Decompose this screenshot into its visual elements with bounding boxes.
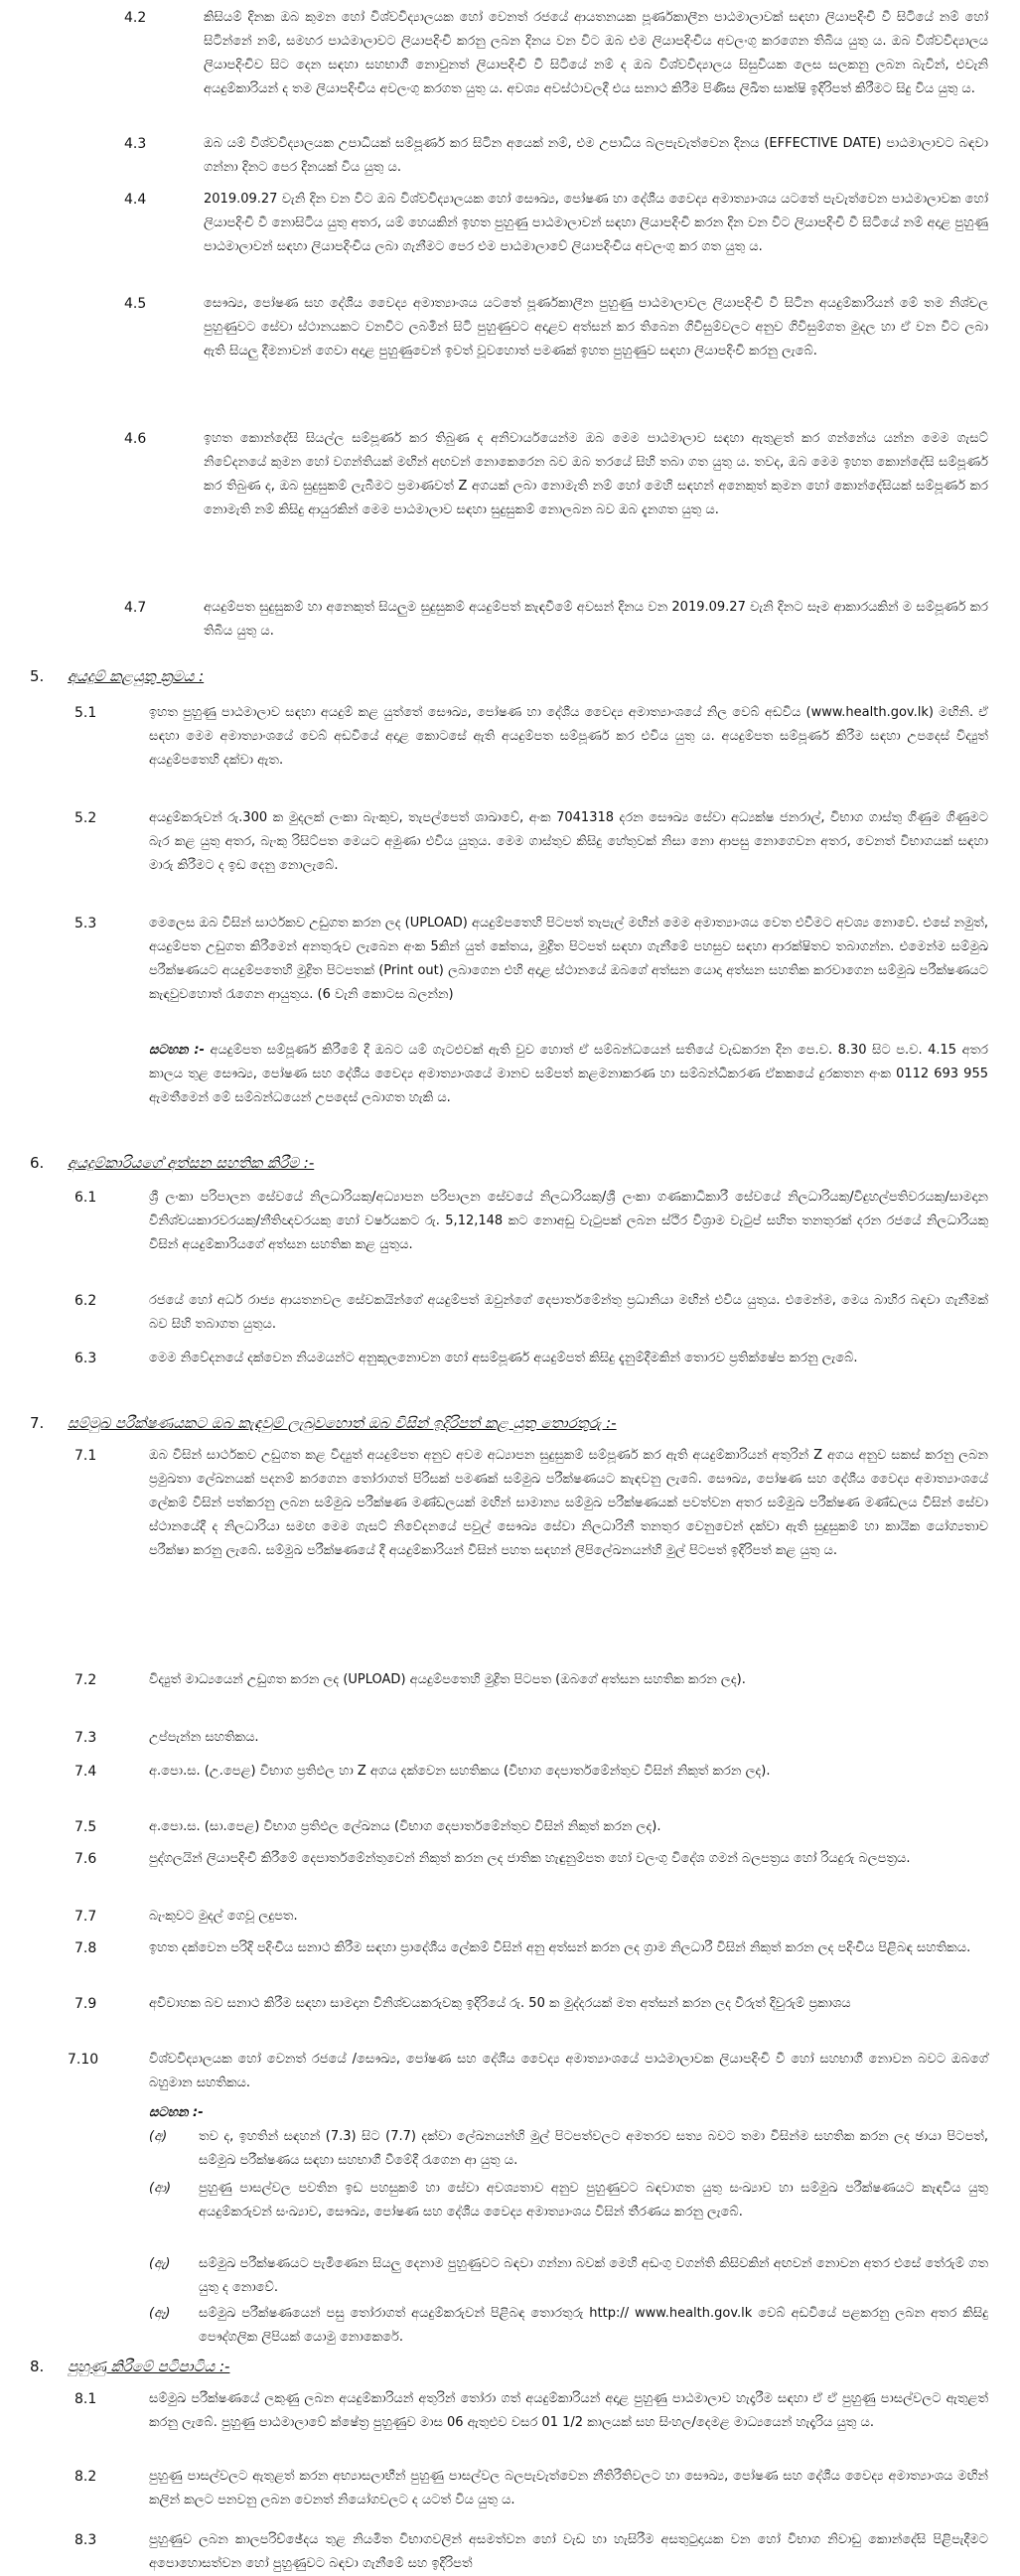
clause-text: මෙම නිවේදනයේ දක්වෙන නියමයන්ට අනුකූලනොවන හෝ අසම්පූර්ණ අයදුම්පත් කිසිදු දැනුම්දීමකින් තොරව ප්‍රතික්ෂේප කරනු ලැබේ.	[149, 1351, 858, 1365]
note-item-text: තව ද, ඉහතින් සඳහන් (7.3) සිට (7.7) දක්වා ලේඛනයන්හි මුල් පිටපත්වලට අමතරව සත්‍ය බවට තමා විසින්ම සහතික කරන ලද ඡායා පිටපත්, සම්මුඛ පරීක්ෂණය සඳහා සහභාගී වීමේදී රැගෙන ආ යුතු ය.	[199, 2129, 988, 2168]
clause-number: 5.1	[74, 705, 97, 721]
clause-7-8	[0, 1936, 1020, 1984]
note-7-item-a	[0, 2125, 1020, 2173]
clause-number: 8.2	[74, 2469, 97, 2485]
note-item-text: පුහුණු පාසල්වල පවතින ඉඩ පහසුකම් හා සේවා අවශ්‍යතාව අනුව පුහුණුවට බඳවාගත යුතු සංඛ්‍යාව හා සම්මුඛ පරීක්ෂණයට කැඳවිය යුතු අයදුම්කරුවන් සංඛ්‍යාව, සෞඛ්‍ය, පෝෂණ සහ දේශීය වෛද්‍ය අමාත්‍යාංශය විසින් තීරණය කරනු ලැබේ.	[199, 2181, 988, 2219]
clause-text: රජයේ හෝ අර්ධ රාජ්‍ය ආයතනවල සේවකයින්ගේ අයදුම්පත් ඔවුන්ගේ දෙපාර්තමේන්තු ප්‍රධානියා මඟින් එවිය යුතුය. එමෙන්ම, මෙය බාහිර බඳවා ගැනීමක් බව සිහි තබාගත යුතුය.	[149, 1293, 988, 1332]
note-item-letter: (ආ)	[149, 2181, 172, 2196]
clause-number: 8.3	[74, 2532, 97, 2548]
clause-8-1	[0, 2387, 1020, 2459]
clause-4-3	[0, 132, 1020, 180]
note-item-text: සම්මුඛ පරීක්ෂණයට පැමිණෙන සියලු දෙනාම පුහුණුවට බඳවා ගන්නා බවක් මෙහි අඩංගු වගන්ති කිසිවකින් අඟවන් නොවන අතර එසේ තේරුම් ගත යුතු ද නොවේ.	[199, 2256, 988, 2295]
note-7-item-c	[0, 2252, 1020, 2300]
clause-number: 7.10	[68, 2052, 99, 2068]
note-5	[0, 1039, 1020, 1136]
note-7-item-b	[0, 2177, 1020, 2248]
clause-text: අයදුම්පත සුදුසුකම් හා අනෙකුත් සියලුම සුදුසුකම් අයදුම්පත් කැඳවීමේ අවසන් දිනය වන 2019.09.27 වැනි දිනට සෑම ආකාරයකින් ම සම්පූර්ණ කර තිබිය යුතු ය.	[204, 600, 988, 639]
clause-number: 4.3	[124, 136, 147, 152]
note-block	[149, 1039, 988, 1136]
clause-6-1	[0, 1186, 1020, 1283]
clause-number: 5.3	[74, 916, 97, 931]
clause-text: පුද්ගලයින් ලියාපදිංචි කිරීමේ දෙපාර්තමේන්තුවෙන් නිකුත් කරන ලද ජාතික හැඳුනුම්පත හෝ වලංගු විදේශ ගමන් බලපත්‍රය හෝ රියදුරු බලපත්‍රය.	[149, 1851, 911, 1866]
clause-text: 2019.09.27 වැනි දින වන විට ඔබ විශ්වවිද්‍යාලයක හෝ සෞඛ්‍ය, පෝෂණ හා දේශීය වෛද්‍ය අමාත්‍යාංශය යටතේ පැවැත්වෙන පාඨමාලාවක හෝ ලියාපදිංචි වී නොසිටිය යුතු අතර, යම් හෙයකින් ඉහත පුහුණු පාඨමාලාවන් සඳහා ලියාපදිංචි කරන දින වන විට ලියාපදිංචි වී සිටියේ නම් අදාළ පුහුණු පාඨමාලාවන් සඳහා ලියාපදිංචිය ලබා ගැනීමට පෙර එම පාඨමාලාවේ ලියාපදිංචිය අවලංගු කර ගත යුතු ය.	[204, 192, 988, 254]
section-number: 5.	[30, 667, 45, 685]
clause-text: අයදුම්කරුවන් රු.300 ක මුදලක් ලංකා බැංකුව, තැපල්පෙත් ශාඛාවේ, අංක 7041318 දරන සෞඛ්‍ය සේවා අධ්‍යක්ෂ ජනරාල්, විභාග ගාස්තු ගිණුම ගිණුමට බැර කළ යුතු අතර, බැංකු රිසිට්පත මෙයට අමුණා එවිය යුතුය. මෙම ගාස්තුව කිසිදු හේතුවක් නිසා නො ආපසු නොගෙවන අතර, වෙනත් විභාගයක් සඳහා මාරු කිරීමට ද ඉඩ දෙනු නොලැබේ.	[149, 810, 988, 873]
section-number: 7.	[30, 1414, 45, 1432]
clause-7-1	[0, 1444, 1020, 1658]
clause-number: 7.1	[74, 1448, 97, 1464]
clause-6-3	[0, 1347, 1020, 1394]
clause-text: උප්පැන්න සහතිකය.	[149, 1730, 259, 1745]
clause-number: 4.2	[124, 10, 147, 26]
section-title: අයදුම්කාරියගේ අත්සන සහතික කිරීම :-	[68, 1154, 315, 1172]
clause-7-3	[0, 1726, 1020, 1750]
clause-number: 5.2	[74, 810, 97, 826]
clause-8-2	[0, 2465, 1020, 2536]
clause-7-4	[0, 1760, 1020, 1807]
clause-number: 7.5	[74, 1819, 97, 1835]
section-5-heading	[0, 663, 1020, 689]
clause-number: 6.2	[74, 1293, 97, 1309]
section-title: පුහුණු කිරීමේ පටිපාටිය :-	[68, 2358, 230, 2375]
clause-5-2	[0, 806, 1020, 904]
clause-number: 4.5	[124, 296, 147, 312]
clause-text: මෙලෙස ඔබ විසින් සාර්ථකව උඩුගත කරන ලද (UPLOAD) අයදුම්පතෙහි පිටපත් තැපැල් මඟින් මෙම අමාත්‍යාංශය වෙත එවීමට අවශ්‍ය නොවේ. එසේ නමුත්, අයදුම්පත උඩුගත කිරීමෙන් අනතුරුව ලැබෙන අංක 5කින් යුත් කේතය, මුද්‍රිත පිටපත් සඳහා ගැනීමේ පහසුව සඳහා ආරක්ෂිතව තබාගන්න. එමෙන්ම සම්මුඛ පරීක්ෂණයට අයදුම්පතෙහි මුද්‍රිත පිටපතක් (Print out) ලබාගෙන එහි අදාළ ස්ථානයේ ඔබගේ අත්සන යොදා අත්සන සහතික කරවාගෙන සම්මුඛ පරීක්ෂණයට කැඳවුවහොත් රැගෙන ආයුතුය. (6 වැනි කොටස බලන්න)	[149, 916, 988, 1002]
clause-text: බැංකුවට මුදල් ගෙවූ ලදුපත.	[149, 1909, 298, 1924]
clause-text: ඔබ විසින් සාර්ථකව උඩුගත කළ විද්‍යුත් අයදුම්පත අනුව අවම අධ්‍යාපන සුදුසුකම් සම්පූර්ණ කර ඇති අයදුම්කාරියන් අතුරින් Z අගය අනුව සකස් කරනු ලබන ප්‍රමුඛතා ලේඛනයක් පදනම් කරගෙන තෝරාගත් පිරිසක් පමණක් සම්මුඛ පරීක්ෂණයට කැඳවනු ලැබේ. සෞඛ්‍ය, පෝෂණ සහ දේශීය වෛද්‍ය අමාත්‍යාංශයේ ලේකම් විසින් පත්කරනු ලබන සම්මුඛ පරීක්ෂණ මණ්ඩලයක් මඟින් සාමාන්‍ය සම්මුඛ පරීක්ෂණයක් පවත්වන අතර සම්මුඛ පරීක්ෂණ මණ්ඩලය විසින් සේවා ස්ථානයේදී ද නිලධාරියා සමඟ මෙම ගැසට් නිවේදනයේ පවුල් සෞඛ්‍ය සේවා නිලධාරිනී තනතුර වෙනුවෙන් දක්වා ඇති සුදුසුකම් හා කායික යෝග්‍යතාව පරීක්ෂා කරනු ලැබේ. සම්මුඛ පරීක්ෂණයේ දී අයදුම්කාරියන් විසින් පහත සඳහන් ලිපිලේඛනයන්හි මුල් පිටපත් ඉදිරිපත් කළ යුතු ය.	[149, 1448, 988, 1558]
section-8-heading	[0, 2354, 1020, 2379]
clause-number: 4.6	[124, 431, 147, 447]
note-label: සටහන :-	[149, 2105, 204, 2120]
clause-number: 7.3	[74, 1730, 97, 1746]
clause-number: 8.1	[74, 2391, 97, 2407]
clause-number: 7.8	[74, 1940, 97, 1956]
clause-4-2	[0, 6, 1020, 129]
clause-text: අ.පො.ස. (උ.පෙළ) විභාග ප්‍රතිඵල හා Z අගය දක්වෙන සහතිකය (විභාග දෙපාර්තමේන්තුව විසින් නිකුත් කරන ලද).	[149, 1764, 771, 1779]
note-label: සටහන :-	[149, 1043, 205, 1058]
section-number: 6.	[30, 1154, 45, 1172]
clause-text: අවිවාහක බව සනාථ කිරීම සඳහා සාමදාන විනිශ්චයකරුවකු ඉදිරියේ රු. 50 ක මුද්දරයක් මත අත්සන් කරන ලද වීරුත් දිවුරුම් ප්‍රකාශය	[149, 1996, 851, 2011]
clause-7-10	[0, 2048, 1020, 2095]
section-number: 8.	[30, 2358, 45, 2375]
section-title: සම්මුඛ පරීක්ෂණයකට ඔබ කැඳවුම් ලැබුවහොත් ඔබ විසින් ඉදිරිපත් කළ යුතු තොරතුරු :-	[68, 1414, 617, 1432]
note-7-item-d	[0, 2302, 1020, 2350]
clause-4-5	[0, 292, 1020, 415]
note-item-letter: (ඇ)	[149, 2256, 171, 2271]
clause-text: ඉහත කොන්දේසි සියල්ල සම්පූර්ණ කර තිබුණ ද අනිවාර්යයෙන්ම ඔබ මෙම පාඨමාලාව සඳහා ඇතුළත් කර ගන්නේය යන්න මෙම ගැසට් නිවේදනයේ කුමන හෝ වගන්තියක් මඟින් අඟවන් නොකෙරෙන බව ඔබ තරයේ සිහි තබා ගත යුතු ය. තවද, ඔබ මෙම ඉහත කොන්දේසි සම්පූර්ණ කර තිබුණ ද, ඔබ සුදුසුකම් ලැබීමට ප්‍රමාණවත් Z අගයක් ලබා නොමැති නම් හෝ මෙහි සඳහන් අනෙකුත් කුමන හෝ කොන්දේසියක් සම්පූර්ණ කර නොමැති නම් කිසිදු ආයුරකින් මෙම පාඨමාලාව සඳහා සුදුසුකම් නොලබන බව ඔබ දැනගත යුතු ය.	[204, 431, 988, 517]
clause-5-3	[0, 912, 1020, 1033]
clause-6-2	[0, 1289, 1020, 1337]
clause-number: 7.9	[74, 1996, 97, 2012]
note-item-text: සම්මුඛ පරීක්ෂණයෙන් පසු තෝරාගත් අයදුම්කරුවන් පිළිබඳ තොරතුරු http:// www.health.gov.lk වෙබ් අඩවියේ පළකරනු ලබන අතර කිසිදු පෞද්ගලික ලිපියක් යොමු නොකෙරේ.	[199, 2306, 988, 2345]
clause-text: විශ්වවිද්‍යාලයක හෝ වෙනත් රජයේ /සෞඛ්‍ය, පෝෂණ සහ දේශීය වෛද්‍ය අමාත්‍යාංශයේ පාඨමාලාවක ලියාපදිංචි වී හෝ සහභාගී නොවන බවට ඔබගේ බහුමාන සහතිකය.	[149, 2052, 988, 2090]
section-title: අයදුම් කළයුතු ක්‍රමය :	[68, 667, 205, 685]
clause-text: ශ්‍රී ලංකා පරිපාලන සේවයේ නිලධාරියකු/අධ්‍යාපන පරිපාලන සේවයේ නිලධාරියකු/ශ්‍රී ලංකා ගණකාධිකාරී සේවයේ නිලධාරියකු/විදුහල්පතිවරයකු/සාමදාන විනිශ්චයකාරවරයකු/නීතිඥවරයකු හෝ වර්ෂයකට රු. 5,12,148 කට නොඅඩු වැටුපක් ලබන ස්ථිර විශ්‍රාම වැටුප් සහිත තනතුරක් දරන රජයේ නිලධාරියකු විසින් අයදුම්කාරියගේ අත්සන සහතික කළ යුතුය.	[149, 1190, 988, 1252]
note-item-letter: (ඈ)	[149, 2306, 171, 2321]
clause-number: 6.1	[74, 1190, 97, 1206]
note-text: අයදුම්පත සම්පූර්ණ කිරීමේ දී ඔබට යම් ගැටළුවක් ඇති වුව හොත් ඒ සම්බන්ධයෙන් සතියේ වැඩකරන දින පෙ.ව. 8.30 සිට ප.ව. 4.15 අතර කාලය තුළ සෞඛ්‍ය, පෝෂණ සහ දේශීය වෛද්‍ය අමාත්‍යාංශයේ මානව සම්පත් කළමනාකරණ හා සම්බන්ධීකරණ ඒකකයේ දුරකතන අංක 0112 693 955 ඇමතීමෙන් මේ සම්බන්ධයෙන් උපදෙස් ලබාගත හැකි ය.	[149, 1043, 988, 1105]
clause-text: සෞඛ්‍ය, පෝෂණ සහ දේශීය වෛද්‍ය අමාත්‍යාංශය යටතේ පූර්ණකාලීන පුහුණු පාඨමාලාවල ලියාපදිංචි වී සිටින අයදුම්කාරියන් මේ තම නිශ්චල පුහුණුවට සේවා ස්ථානයකට වනවිට ලබමින් සිටි පුහුණුවට අදාළව අත්සන් කර තිබෙන ගිවිසුම්වලට අනුව ගිවිසුම්ගත මුදල හා ඒ වන විට ලබා ඇති සියලු දීමනාවන් ගෙවා අදාළ පුහුණුවෙන් ඉවත් වූවහොත් පමණක් ඉහත පුහුණුව සඳහා ලියාපදිංචි කරනු ලැබේ.	[204, 296, 988, 358]
clause-4-4	[0, 188, 1020, 285]
clause-text: පුහුණුව ලබන කාලපරිච්ඡේදය තුළ නියමිත විභාගවලින් අසමත්වන හෝ වැඩ හා හැසිරීම අසතුටුදායක වන හෝ විභාග නිවාඩු කොන්දේසි පිළිපැදීමට අපොහොසත්වන හෝ පුහුණුවට බඳවා ගැනීමේ සහ ඉදිරිපත්	[149, 2532, 988, 2571]
clause-4-7	[0, 596, 1020, 644]
note-7-label-row	[0, 2101, 1020, 2125]
clause-4-6	[0, 427, 1020, 576]
clause-7-5	[0, 1815, 1020, 1839]
clause-number: 4.4	[124, 192, 147, 208]
clause-number: 7.7	[74, 1909, 97, 1925]
clause-7-7	[0, 1905, 1020, 1929]
clause-7-2	[0, 1668, 1020, 1716]
clause-text: ඉහත පුහුණු පාඨමාලාව සඳහා අයදුම් කළ යුත්තේ සෞඛ්‍ය, පෝෂණ හා දේශීය වෛද්‍ය අමාත්‍යාංශයේ නිල වෙබ් අඩවිය (www.health.gov.lk) මඟිනි. ඒ සඳහා මෙම අමාත්‍යාංශයේ වෙබ් අඩවියේ අදාළ කොටසේ ඇති අයදුම්පත සම්පූර්ණ කර එවිය යුතු ය. අයදුම්පත සම්පූර්ණ කිරීම සඳහා උපදෙස් විද්‍යුත් අයදුම්පතෙහි දක්වා ඇත.	[149, 705, 988, 768]
clause-number: 7.2	[74, 1672, 97, 1688]
clause-text: අ.පො.ස. (සා.පෙළ) විභාග ප්‍රතිඵල ලේඛනය (විභාග දෙපාර්තමේන්තුව විසින් නිකුත් කරන ලද).	[149, 1819, 661, 1834]
clause-5-1	[0, 701, 1020, 798]
clause-text: ඔබ යම් විශ්වවිද්‍යාලයක උපාධියක් සම්පූර්ණ කර සිටින අයෙක් නම්, එම උපාධිය බලපැවැත්වෙන දිනය (EFFECTIVE DATE) පාඨමාලාවට බඳවා ගන්නා දිනට පෙර දිනයක් විය යුතු ය.	[204, 136, 988, 175]
clause-text: පුහුණු පාසල්වලට ඇතුළත් කරන අභ්‍යාසලාභීන් පුහුණු පාසල්වල බලපැවැත්වෙන නීතිරීතිවලට හා සෞඛ්‍ය, පෝෂණ සහ දේශීය වෛද්‍ය අමාත්‍යාංශය මඟින් කලින් කලට පනවනු ලබන වෙනත් නියෝගවලට ද යටත් විය යුතු ය.	[149, 2469, 988, 2507]
clause-number: 6.3	[74, 1351, 97, 1366]
clause-7-9	[0, 1992, 1020, 2040]
clause-7-6	[0, 1847, 1020, 1895]
section-7-heading	[0, 1410, 1020, 1436]
clause-text: සම්මුඛ පරීක්ෂණයේ ලකුණු ලබන අයදුම්කාරියන් අතුරින් තෝරා ගත් අයදුම්කාරියන් අදාළ පුහුණු පාඨමාලාව හැදෑරීම සඳහා ඒ ඒ පුහුණු පාසල්වලට ඇතුළත් කරනු ලැබේ. පුහුණු පාඨමාලාවේ ක්ෂේත්‍ර පුහුණුව මාස 06 ඇතුළුව වසර 01 1/2 කාලයක් සහ සිංහල/දෙමළ මාධ්‍යයෙන් හැදෑරිය යුතු ය.	[149, 2391, 988, 2430]
clause-text: විද්‍යුත් මාධ්‍යයෙන් උඩුගත කරන ලද (UPLOAD) අයදුම්පතෙහි මුද්‍රිත පිටපත (ඔබගේ අත්සන සහතික කරන ලද).	[149, 1672, 746, 1687]
clause-number: 7.4	[74, 1764, 97, 1780]
clause-text: කිසියම් දිනක ඔබ කුමන හෝ විශ්වවිද්‍යාලයක හෝ වෙනත් රජයේ ආයතනයක පූර්ණකාලීන පාඨමාලාවක් සඳහා ලියාපදිංචි වී සිටියේ නම් හෝ සිටින්නේ නම්, සමහර පාඨමාලාවට ලියාපදිංචි කරනු ලබන දිනය වන විට ඔබ එම ලියාපදිංචිය අවලංගු කරගෙන තිබිය යුතු ය. ඔබ විශ්වවිද්‍යාලය ලියාපදිංචිව සිට දෙන සඳහා සහභාගී නොවුනත් ලියාපදිංචි වී සිටියේ නම් ද ඔබ විශ්වවිද්‍යාලය සිසුවියක ලෙස සලකනු ලබන බැවින්, එවැනි අයදුම්කාරියන් ද තම ලියාපදිංචිය අවලංගු කරගත යුතු ය. අවශ්‍ය අවස්ථාවලදී එය සනාථ කිරීම පිණිස ලිඛිත සාක්ෂි ඉදිරිපත් කිරීමට සිදු විය යුතු ය.	[204, 10, 988, 96]
section-6-heading	[0, 1150, 1020, 1176]
clause-8-3	[0, 2528, 1020, 2571]
clause-number: 4.7	[124, 600, 147, 616]
note-item-letter: (අ)	[149, 2129, 168, 2144]
clause-text: ඉහත දක්වෙන පරිදි පදිංචිය සනාථ කිරීම සඳහා ප්‍රාදේශීය ලේකම් විසින් අනු අත්සන් කරන ලද ග්‍රාම නිලධාරී විසින් නිකුත් කරන ලද පදිංචිය පිළිබඳ සහතිකය.	[149, 1940, 971, 1955]
clause-number: 7.6	[74, 1851, 97, 1867]
